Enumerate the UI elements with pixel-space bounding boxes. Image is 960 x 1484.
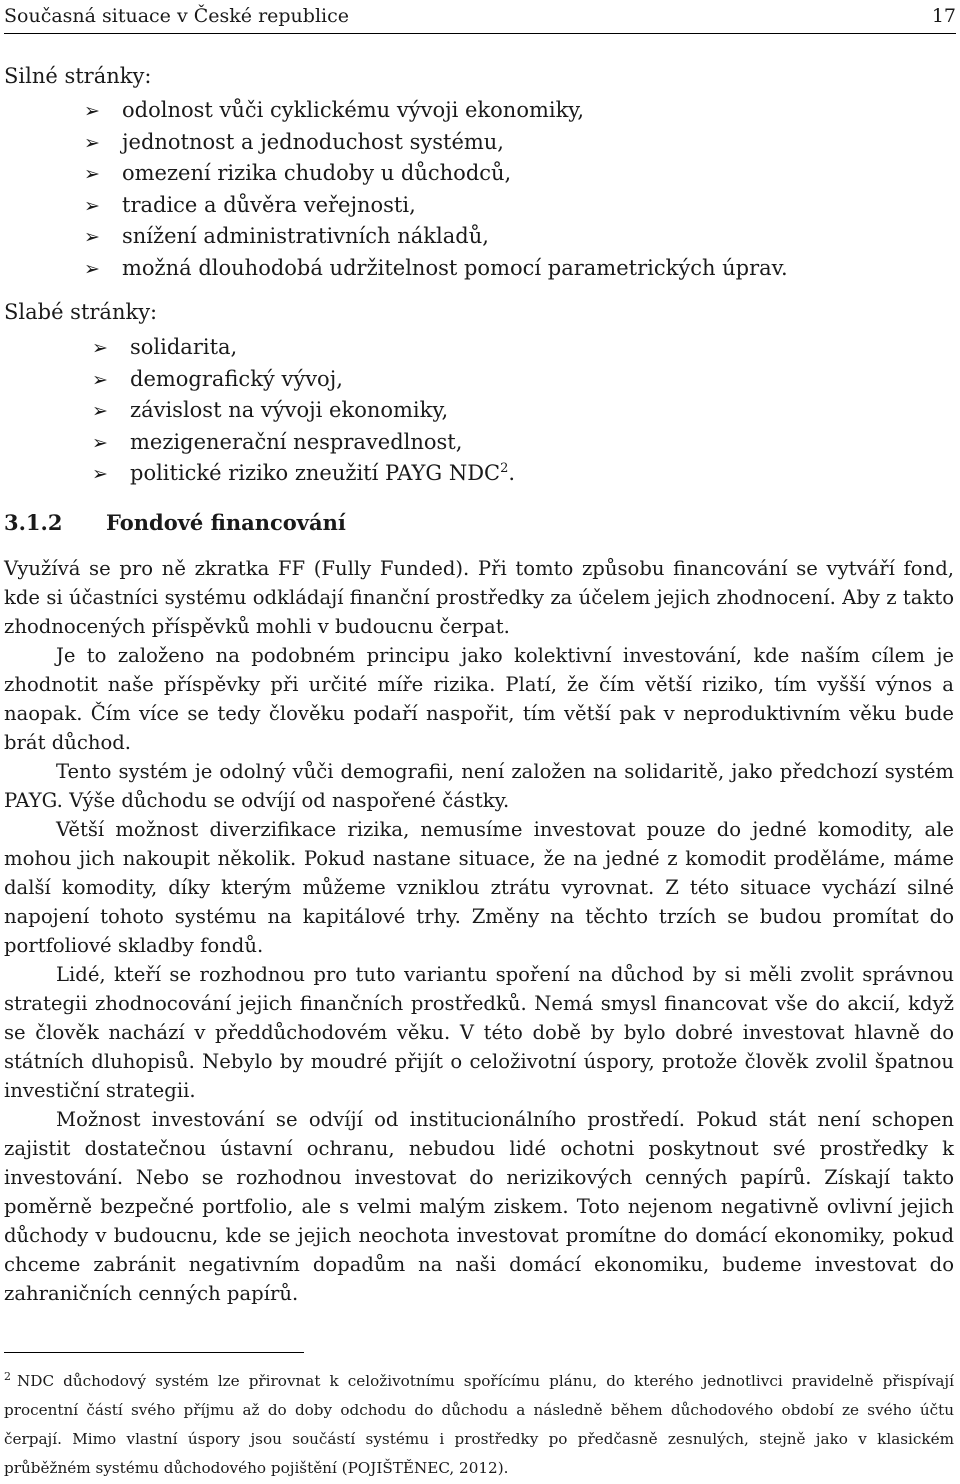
list-item: ➢ solidarita, — [92, 332, 515, 364]
running-header — [4, 2, 956, 30]
list-item: ➢ snížení administrativních nákladů, — [84, 221, 788, 253]
header-rule — [4, 33, 956, 34]
arrow-bullet-icon: ➢ — [92, 337, 108, 359]
weaknesses-list — [92, 332, 515, 490]
arrow-bullet-icon: ➢ — [84, 100, 100, 122]
arrow-bullet-icon: ➢ — [92, 368, 108, 391]
section-number: 3.1.2 — [4, 510, 63, 535]
paragraph: Možnost investování se odvíjí od institucionálního prostředí. Pokud stát není schopen zajistit dostatečnou ústavní ochranu, nebudou lidé ochotni poskytnout své prostředky k investování. Nebo se rozhodnou investovat do nerizikových cenných papírů. Získají takto poměrně bezpečné portfolio, ale s velmi malým ziskem. Toto nejenom negativně ovlivní jejich důchody v budoucnu, kde se jejich neochota investovat promítne do domácí ekonomiky, pokud chceme zabránit negativním dopadům na naši domácí ekonomiku, budeme investovat do zahraničních cenných papírů. — [4, 1108, 954, 1305]
section-title: Fondové financování — [106, 510, 346, 535]
footnote-mark: 2 — [4, 1369, 11, 1383]
list-item: ➢ závislost na vývoji ekonomiky, — [92, 395, 515, 427]
header-title: Současná situace v České republice — [4, 5, 349, 27]
arrow-bullet-icon: ➢ — [84, 194, 100, 217]
list-item: ➢ politické riziko zneužití PAYG NDC$^2$. — [92, 458, 515, 490]
paragraph: Tento systém je odolný vůči demografii, není založen na solidaritě, jako předchozí systém PAYG. Výše důchodu se odvíjí od naspořené částky. — [4, 760, 954, 812]
footnote-text: NDC důchodový systém lze přirovnat k celoživotnímu spořícímu plánu, do kterého jednotlivci pravidelně přispívají procentní částí svého příjmu až do doby odchodu do důchodu a následně během důchodového období ze svého účtu čerpají. Mimo vlastní úspory jsou součástí systému i prostředky po předčasně zesnulých, stejně jako v klasickém průběžném systému důchodového pojištění (POJIŠTĚNEC, 2012). — [4, 1372, 954, 1477]
section-heading — [4, 510, 346, 535]
paragraph: Je to založeno na podobném principu jako kolektivní investování, kde naším cílem je zhodnotit naše příspěvky při určité míře rizika. Platí, že čím větší riziko, tím vyšší výnos a naopak. Čím více se tedy člověku podaří naspořit, tím větší pak v neproduktivním věku bude brát důchod. — [4, 644, 954, 754]
arrow-bullet-icon: ➢ — [92, 463, 108, 485]
body-text — [4, 554, 954, 1308]
arrow-bullet-icon: ➢ — [92, 431, 108, 454]
paragraph: Větší možnost diverzifikace rizika, nemusíme investovat pouze do jedné komodity, ale mohou jich nakoupit několik. Pokud nastane situace, že na jedné z komodit proděláme, máme další komodity, díky kterým můžeme vzniklou ztrátu vyrovnat. Z této situace vychází silné napojení tohoto systému na kapitálové trhy. Změny na těchto trzích se budou promítat do portfoliové skladby fondů. — [4, 818, 954, 957]
list-item: ➢ odolnost vůči cyklickému vývoji ekonomiky, — [84, 95, 788, 127]
arrow-bullet-icon: ➢ — [84, 257, 100, 280]
list-item: ➢ mezigenerační nespravedlnost, — [92, 427, 515, 459]
list-item: ➢ tradice a důvěra veřejnosti, — [84, 190, 788, 222]
strengths-list — [84, 95, 788, 284]
paragraph: Lidé, kteří se rozhodnou pro tuto variantu spoření na důchod by si měli zvolit správnou strategii zhodnocování jejich finančních prostředků. Nemá smysl financovat vše do akcií, když se člověk nachází v předdůchodovém věku. V této době by bylo dobré investovat hlavně do státních dluhopisů. Nebylo by moudré přijít o celoživotní úspory, protože člověk zvolil špatnou investiční strategii. — [4, 963, 954, 1102]
list-item: ➢ omezení rizika chudoby u důchodců, — [84, 158, 788, 190]
footnote-rule — [4, 1352, 304, 1353]
footnote — [4, 1367, 954, 1483]
list-item: ➢ demografický vývoj, — [92, 364, 515, 396]
list-item: ➢ možná dlouhodobá udržitelnost pomocí parametrických úprav. — [84, 253, 788, 285]
arrow-bullet-icon: ➢ — [84, 131, 100, 154]
strengths-label: Silné stránky: — [4, 64, 152, 88]
page-number: 17 — [931, 5, 956, 27]
arrow-bullet-icon: ➢ — [92, 400, 108, 422]
list-item: ➢ jednotnost a jednoduchost systému, — [84, 127, 788, 159]
arrow-bullet-icon: ➢ — [84, 226, 100, 248]
footnote-reference[interactable]: 2 — [500, 461, 509, 476]
paragraph: Využívá se pro ně zkratka FF (Fully Funded). Při tomto způsobu financování se vytváří fond, kde si účastníci systému odkládají finanční prostředky za účelem jejich zhodnocení. Aby z takto zhodnocených příspěvků mohli v budoucnu čerpat. — [4, 557, 954, 638]
arrow-bullet-icon: ➢ — [84, 163, 100, 185]
weaknesses-label: Slabé stránky: — [4, 300, 158, 324]
